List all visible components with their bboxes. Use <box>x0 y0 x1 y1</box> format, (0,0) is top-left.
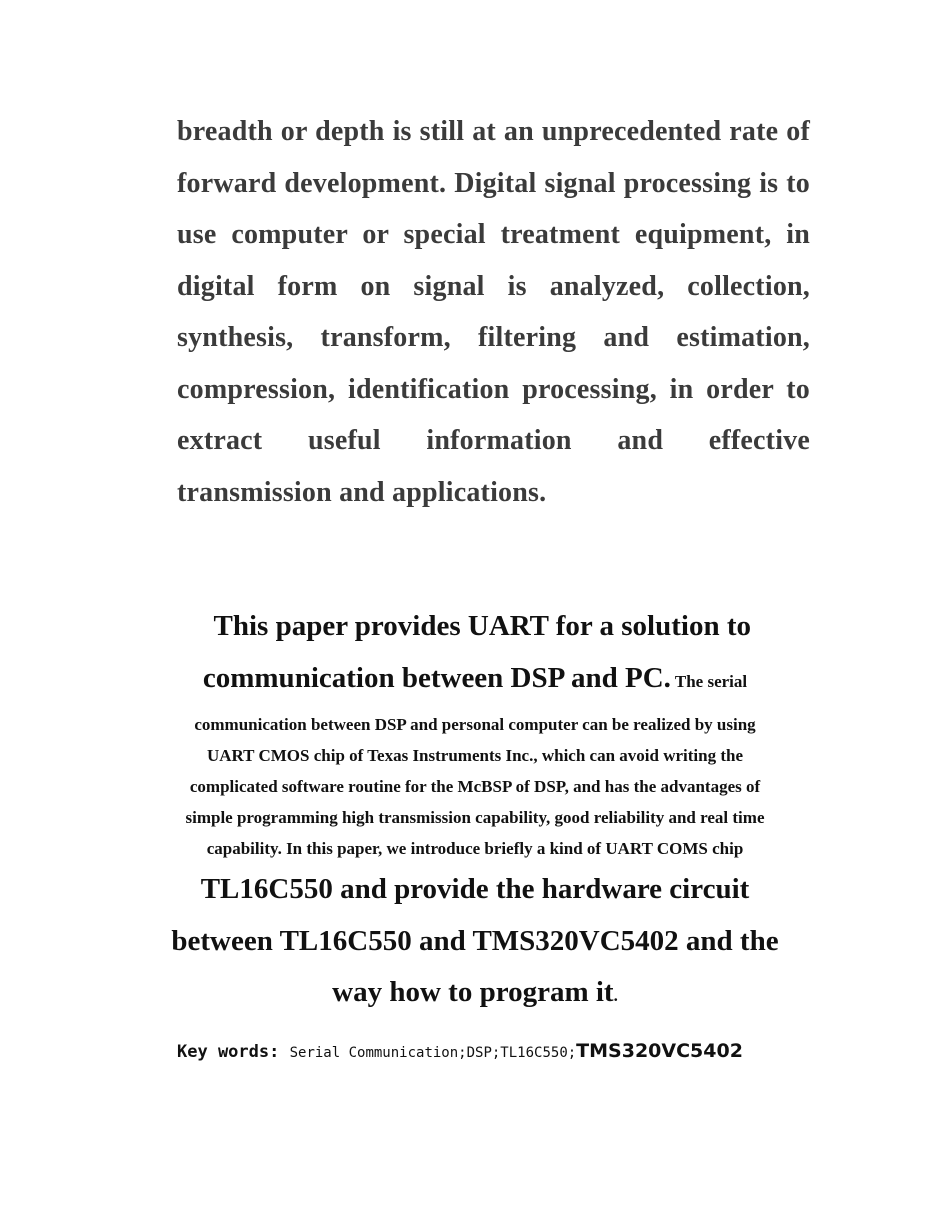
abstract-tail-line: TL16C550 and provide the hardware circuit <box>200 873 750 905</box>
keywords-values: Serial Communication;DSP;TL16C550; <box>289 1045 577 1061</box>
abstract-line-2: communication between DSP and PC. The serial <box>202 662 748 694</box>
abstract-last-line: way how to program it. <box>332 976 618 1008</box>
abstract-paragraph <box>145 600 805 1022</box>
abstract-small-line: capability. In this paper, we introduce briefly a kind of UART COMS chip <box>206 839 744 858</box>
abstract-small-line: UART CMOS chip of Texas Instruments Inc., which can avoid writing the <box>206 746 744 765</box>
abstract-small-line: complicated software routine for the McBSP of DSP, and has the advantages of <box>189 777 761 796</box>
keywords-last-value: TMS320VC5402 <box>576 1040 743 1062</box>
abstract-small-line: simple programming high transmission capability, good reliability and real time <box>185 808 765 827</box>
keywords-label: Key words: <box>177 1042 290 1062</box>
abstract-line-1: This paper provides UART for a solution to <box>213 610 751 642</box>
intro-paragraph: breadth or depth is still at an unprecedented rate of forward development. Digital signal processing is to use computer or special treatment equipment, in digital form on signal is analyzed, collection, synthesis, transform, filtering and estimation, compression, identification processing, in order to extract useful information and effective transmission and applications. <box>177 116 810 508</box>
abstract-tail-line: between TL16C550 and TMS320VC5402 and the <box>171 924 779 957</box>
abstract-small-line: communication between DSP and personal computer can be realized by using <box>194 715 756 734</box>
keywords-line <box>177 1040 743 1062</box>
